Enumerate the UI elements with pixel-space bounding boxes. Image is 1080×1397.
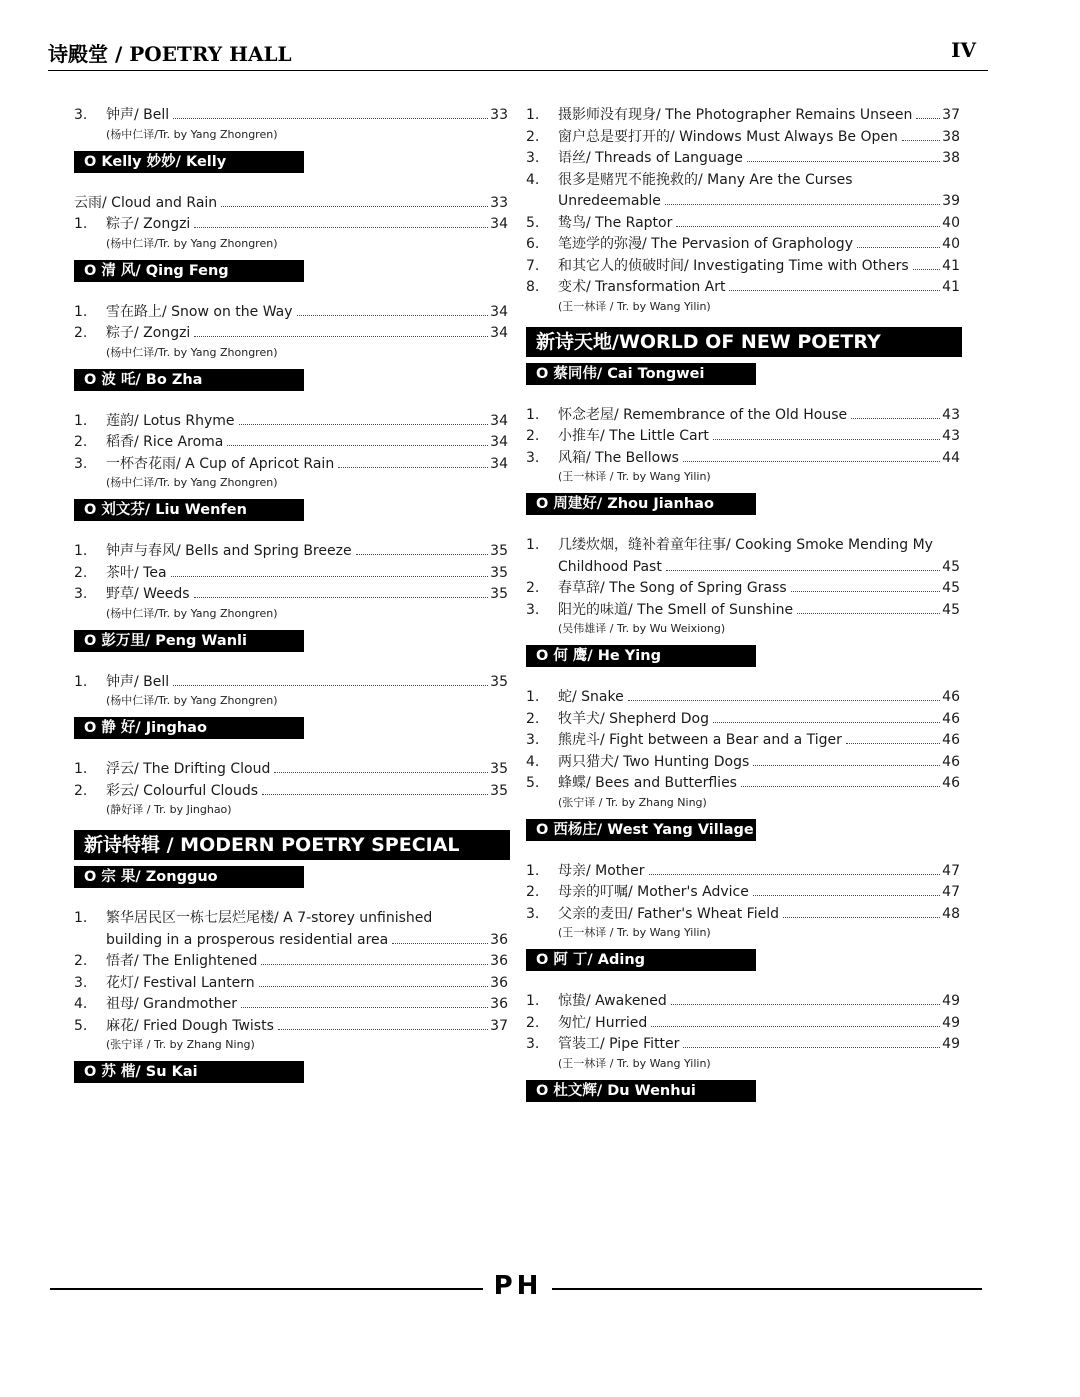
translator-note: (杨中仁译/Tr. by Yang Zhongren) — [106, 345, 278, 359]
toc-entry[interactable]: 1. 摄影师没有现身/ The Photographer Remains Unseen 37 — [526, 107, 960, 123]
translator-note: (王一林译 / Tr. by Wang Yilin) — [558, 470, 711, 483]
toc-entry[interactable]: 3. 钟声/ Bell 33 — [74, 107, 508, 123]
toc-entry[interactable]: 4. 两只猎犬/ Two Hunting Dogs 46 — [526, 753, 960, 770]
poet-heading: O 何 鹰/ He Ying — [526, 645, 756, 667]
toc-entry[interactable]: 2. 母亲的叮嘱/ Mother's Advice 47 — [526, 884, 960, 900]
toc-entry[interactable]: 2. 稻香/ Rice Aroma 34 — [74, 434, 508, 450]
poet-heading: O 周建好/ Zhou Jianhao — [526, 493, 756, 515]
footer-rule-right — [552, 1288, 982, 1290]
translator-note: (杨中仁译/Tr. by Yang Zhongren) — [106, 127, 278, 141]
poet-heading: O 阿 丁/ Ading — [526, 949, 756, 971]
toc-entry[interactable]: 3. 阳光的味道/ The Smell of Sunshine 45 — [526, 601, 960, 618]
toc-entry[interactable]: 2. 春草辞/ The Song of Spring Grass 45 — [526, 580, 960, 596]
toc-entry[interactable]: 5. 麻花/ Fried Dough Twists 37 — [74, 1017, 508, 1034]
toc-entry[interactable]: 7. 和其它人的侦破时间/ Investigating Time with Others 41 — [526, 257, 960, 274]
poet-heading: O 刘文芬/ Liu Wenfen — [74, 499, 304, 521]
translator-note: (王一林译 / Tr. by Wang Yilin) — [558, 1056, 711, 1070]
toc-entry[interactable]: 2. 匆忙/ Hurried 49 — [526, 1014, 960, 1031]
poet-heading: O 宗 果/ Zongguo — [74, 866, 304, 888]
toc-entry[interactable]: 1. 粽子/ Zongzi 34 — [74, 216, 508, 232]
poet-heading: O 杜文辉/ Du Wenhui — [526, 1080, 756, 1102]
translator-note: (王一林译 / Tr. by Wang Yilin) — [558, 926, 711, 939]
journal-title: 诗殿堂 / POETRY HALL — [48, 42, 292, 66]
toc-entry[interactable]: 1. 钟声与春风/ Bells and Spring Breeze 35 — [74, 543, 508, 559]
toc-entry[interactable]: 2. 小推车/ The Little Cart 43 — [526, 428, 960, 444]
toc-entry[interactable]: 1. 浮云/ The Drifting Cloud 35 — [74, 761, 508, 777]
toc-entry[interactable]: 6. 笔迹学的弥漫/ The Pervasion of Graphology 40 — [526, 236, 960, 252]
poet-heading: O 蔡同伟/ Cai Tongwei — [526, 363, 756, 385]
toc-entry[interactable]: 1. 莲韵/ Lotus Rhyme 34 — [74, 412, 508, 429]
translator-note: (王一林译 / Tr. by Wang Yilin) — [558, 299, 711, 313]
toc-entry-continuation[interactable]: Unredeemable 39 — [558, 193, 960, 209]
poet-heading: O 波 吒/ Bo Zha — [74, 369, 304, 391]
toc-entry[interactable]: 3. 管装工/ Pipe Fitter 49 — [526, 1036, 960, 1052]
poet-heading: O 静 好/ Jinghao — [74, 717, 304, 739]
translator-note: (吴伟雄译 / Tr. by Wu Weixiong) — [558, 622, 726, 635]
toc-entry[interactable]: 3. 父亲的麦田/ Father's Wheat Field 48 — [526, 905, 960, 922]
toc-entry[interactable]: 云雨/ Cloud and Rain 33 — [74, 194, 508, 211]
toc-entry[interactable]: 5. 蜂蝶/ Bees and Butterflies 46 — [526, 775, 960, 791]
poet-heading: O 清 风/ Qing Feng — [74, 260, 304, 282]
toc-entry-continuation[interactable]: Childhood Past 45 — [558, 558, 960, 575]
toc-entry[interactable]: 2. 茶叶/ Tea 35 — [74, 564, 508, 581]
poet-heading: O 苏 楷/ Su Kai — [74, 1061, 304, 1083]
section-heading: 新诗特辑 / MODERN POETRY SPECIAL — [74, 830, 510, 860]
toc-entry-continuation[interactable]: building in a prosperous residential area 36 — [106, 931, 508, 948]
translator-note: (杨中仁译/Tr. by Yang Zhongren) — [106, 606, 278, 620]
translator-note: (张宁译 / Tr. by Zhang Ning) — [558, 795, 707, 809]
toc-entry[interactable]: 1. 雪在路上/ Snow on the Way 34 — [74, 303, 508, 320]
translator-note: (静好译 / Tr. by Jinghao) — [106, 803, 232, 816]
toc-entry[interactable]: 4. 祖母/ Grandmother 36 — [74, 996, 508, 1012]
toc-entry[interactable]: 3. 风箱/ The Bellows 44 — [526, 449, 960, 466]
toc-entry[interactable]: 2. 牧羊犬/ Shepherd Dog 46 — [526, 710, 960, 727]
toc-entry[interactable]: 2. 窗户总是要打开的/ Windows Must Always Be Open 38 — [526, 128, 960, 145]
toc-entry[interactable]: 5. 鸷鸟/ The Raptor 40 — [526, 214, 960, 231]
toc-entry[interactable]: 3. 花灯/ Festival Lantern 36 — [74, 974, 508, 991]
toc-entry[interactable]: 1. 惊蛰/ Awakened 49 — [526, 993, 960, 1009]
translator-note: (张宁译 / Tr. by Zhang Ning) — [106, 1038, 255, 1051]
footer-rule-left — [50, 1288, 483, 1290]
toc-entry[interactable]: 2. 悟者/ The Enlightened 36 — [74, 953, 508, 969]
toc-entry[interactable]: 8. 变术/ Transformation Art 41 — [526, 279, 960, 295]
translator-note: (杨中仁译/Tr. by Yang Zhongren) — [106, 476, 278, 489]
left-column — [74, 105, 508, 1103]
toc-entry-first-line[interactable]: 1. 繁华居民区一栋七层烂尾楼/ A 7-storey unfinished — [74, 910, 433, 926]
poet-heading: O 彭万里/ Peng Wanli — [74, 630, 304, 652]
footer-logo: PH — [493, 1271, 543, 1301]
toc-entry[interactable]: 3. 语丝/ Threads of Language 38 — [526, 150, 960, 166]
section-heading: 新诗天地/WORLD OF NEW POETRY — [526, 327, 962, 357]
toc-entry[interactable]: 1. 蛇/ Snake 46 — [526, 689, 960, 705]
poet-heading: O Kelly 妙妙/ Kelly Miaomiao — [74, 151, 304, 173]
translator-note: (杨中仁译/Tr. by Yang Zhongren) — [106, 236, 278, 250]
toc-entry[interactable]: 3. 熊虎斗/ Fight between a Bear and a Tiger 46 — [526, 732, 960, 748]
toc-entry[interactable]: 1. 钟声/ Bell 35 — [74, 673, 508, 690]
toc-entry-first-line[interactable]: 4. 很多是赌咒不能挽救的/ Many Are the Curses — [526, 171, 853, 188]
toc-entry[interactable]: 2. 彩云/ Colourful Clouds 35 — [74, 782, 508, 799]
toc-entry[interactable]: 2. 粽子/ Zongzi 34 — [74, 325, 508, 341]
toc-entry[interactable]: 3. 野草/ Weeds 35 — [74, 586, 508, 602]
page-header — [48, 38, 988, 71]
page-number: IV — [951, 38, 976, 62]
toc-entry-first-line[interactable]: 1. 几缕炊烟，缝补着童年往事/ Cooking Smoke Mending My — [526, 537, 933, 553]
toc-entry[interactable]: 1. 母亲/ Mother 47 — [526, 862, 960, 879]
right-column — [526, 105, 960, 1122]
toc-entry[interactable]: 1. 怀念老屋/ Remembrance of the Old House 43 — [526, 406, 960, 423]
poet-heading: O 西杨庄/ West Yang Village — [526, 819, 756, 841]
toc-entry[interactable]: 3. 一杯杏花雨/ A Cup of Apricot Rain 34 — [74, 455, 508, 472]
translator-note: (杨中仁译/Tr. by Yang Zhongren) — [106, 694, 278, 707]
